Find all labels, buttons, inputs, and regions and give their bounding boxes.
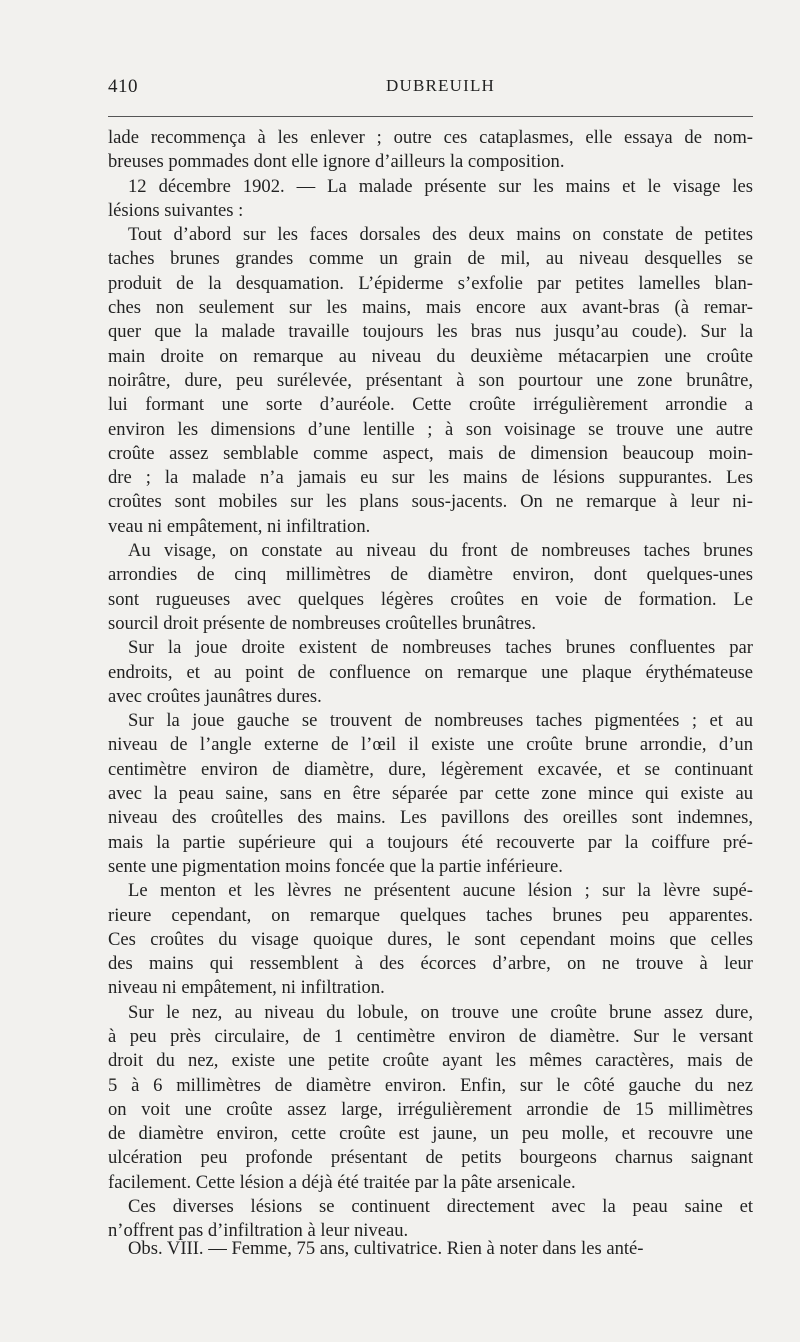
text-line: Ces croûtes du visage quoique dures, le sont cependant moins que celles — [108, 928, 753, 950]
text-line: Sur la joue gauche se trouvent de nombreuses taches pigmentées ; et au — [128, 710, 753, 732]
text-line: niveau de l’angle externe de l’œil il existe une croûte brune arrondie, d’un — [108, 734, 753, 756]
running-head: DUBREUILH — [385, 76, 495, 95]
text-line: à peu près circulaire, de 1 centimètre environ de diamètre. Sur le versant — [108, 1025, 753, 1047]
header-rule — [108, 116, 753, 117]
text-line: facilement. Cette lésion a déjà été traitée par la pâte arsenicale. — [108, 1171, 576, 1193]
text-line: des mains qui ressemblent à des écorces d’arbre, on ne trouve à leur — [108, 953, 753, 975]
page-number: 410 — [108, 76, 138, 97]
text-line: noirâtre, dure, peu surélevée, présentant à son pourtour une zone brunâtre, — [108, 369, 753, 391]
body-text — [108, 126, 753, 1244]
text-line: produit de la desquamation. L’épiderme s’exfolie par petites lamelles blan- — [108, 272, 753, 294]
text-line: arrondies de cinq millimètres de diamètre environ, dont quelques-unes — [108, 564, 753, 586]
text-line: n’offrent pas d’infiltration à leur niveau. — [108, 1220, 409, 1242]
text-line: endroits, et au point de confluence on remarque une plaque érythémateuse — [108, 661, 753, 683]
text-line: Au visage, on constate au niveau du front de nombreuses taches brunes — [128, 540, 753, 562]
text-line: Tout d’abord sur les faces dorsales des deux mains on constate de petites — [128, 224, 753, 246]
text-line: sourcil droit présente de nombreuses croûtelles brunâtres. — [108, 612, 537, 634]
observation-line: Obs. VIII. — Femme, 75 ans, cultivatrice. Rien à noter dans les anté- — [128, 1238, 644, 1259]
text-line: sont rugueuses avec quelques légères croûtes en voie de formation. Le — [108, 588, 753, 610]
text-line: Le menton et les lèvres ne présentent aucune lésion ; sur la lèvre supé- — [128, 880, 753, 902]
text-line: 5 à 6 millimètres de diamètre environ. Enfin, sur le côté gauche du nez — [108, 1074, 753, 1096]
text-line: Sur le nez, au niveau du lobule, on trouve une croûte brune assez dure, — [128, 1001, 753, 1023]
text-line: environ les dimensions d’une lentille ; à son voisinage se trouve une autre — [108, 418, 753, 440]
text-line: mais la partie supérieure qui a toujours été recouverte par la coiffure pré- — [108, 831, 753, 853]
text-line: croûtes sont mobiles sur les plans sous-jacents. On ne remarque à leur ni- — [108, 491, 753, 513]
text-line: taches brunes grandes comme un grain de mil, au niveau desquelles se — [108, 248, 753, 270]
text-line: avec la peau saine, sans en être séparée par cette zone mince qui existe au — [108, 783, 753, 805]
text-line: main droite on remarque au niveau du deuxième métacarpien une croûte — [108, 345, 753, 367]
text-line: sente une pigmentation moins foncée que la partie inférieure. — [108, 855, 563, 877]
text-line: croûte assez semblable comme aspect, mais de dimension beaucoup moin- — [108, 442, 753, 464]
text-line: rieure cependant, on remarque quelques taches brunes peu apparentes. — [108, 904, 753, 926]
text-line: ulcération peu profonde présentant de petits bourgeons charnus saignant — [108, 1147, 753, 1169]
page-header — [108, 76, 753, 102]
text-line: de diamètre environ, cette croûte est jaune, un peu molle, et recouvre une — [108, 1123, 753, 1145]
text-line: droit du nez, existe une petite croûte ayant les mêmes caractères, mais de — [108, 1050, 753, 1072]
text-line: avec croûtes jaunâtres dures. — [108, 685, 322, 707]
text-line: lui formant une sorte d’auréole. Cette croûte irrégulièrement arrondie a — [108, 394, 753, 416]
text-line: Ces diverses lésions se continuent directement avec la peau saine et — [128, 1196, 753, 1218]
text-line: niveau ni empâtement, ni infiltration. — [108, 977, 385, 999]
text-line: lésions suivantes : — [108, 199, 244, 221]
text-line: 12 décembre 1902. — La malade présente sur les mains et le visage les — [128, 175, 753, 197]
text-line: dre ; la malade n’a jamais eu sur les mains de lésions suppurantes. Les — [108, 467, 753, 489]
text-line: veau ni empâtement, ni infiltration. — [108, 515, 371, 537]
text-line: quer que la malade travaille toujours les bras nus jusqu’au coude). Sur la — [108, 321, 753, 343]
text-line: Sur la joue droite existent de nombreuses taches brunes confluentes par — [128, 637, 753, 659]
text-line: ches non seulement sur les mains, mais encore aux avant-bras (à remar- — [108, 297, 753, 319]
text-line: niveau des croûtelles des mains. Les pavillons des oreilles sont indemnes, — [108, 807, 753, 829]
text-line: lade recommença à les enlever ; outre ces cataplasmes, elle essaya de nom- — [108, 127, 753, 148]
text-line: on voit une croûte assez large, irrégulièrement arrondie de 15 millimètres — [108, 1098, 753, 1120]
text-line: centimètre environ de diamètre, dure, légèrement excavée, et se continuant — [108, 758, 753, 780]
observation-heading-line — [108, 1237, 753, 1261]
text-line: breuses pommades dont elle ignore d’ailleurs la composition. — [108, 151, 565, 173]
